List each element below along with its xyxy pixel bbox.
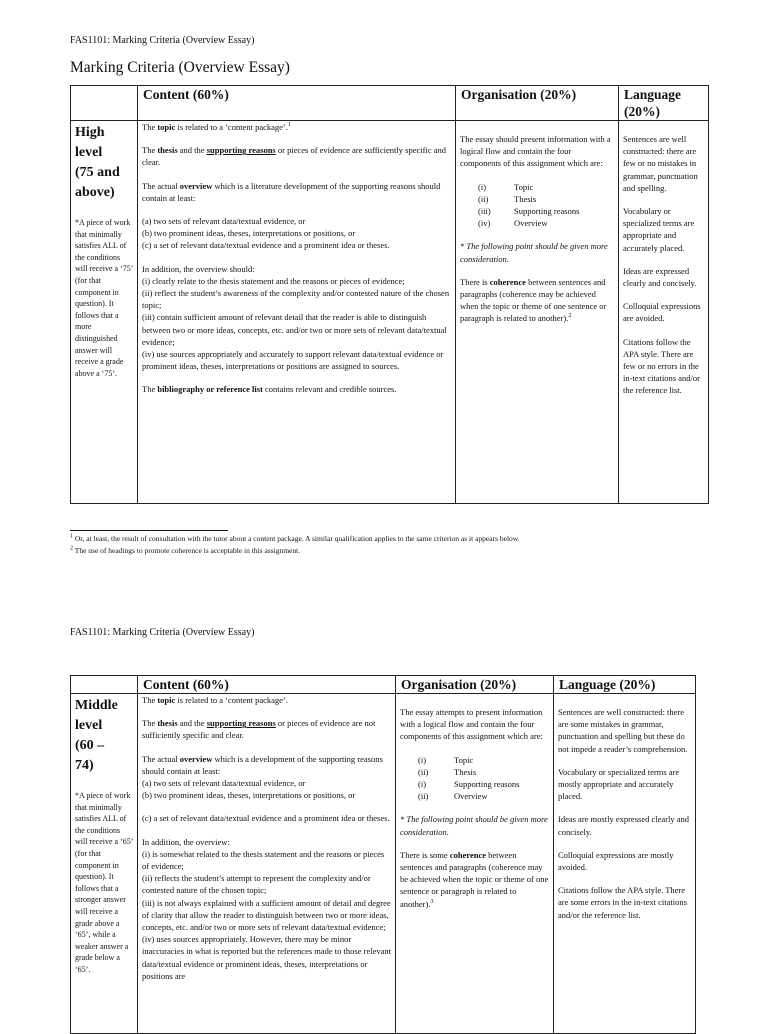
footnote-ref: 1 <box>287 122 291 129</box>
footnote-1: $^1$ Or, at least, the result of consultation with the tutor about a content package. A similar qualification applies to the same criterion as it appears below. <box>70 533 520 543</box>
organisation-header: Organisation (20%) <box>456 86 619 121</box>
list-item: (iv) Overview <box>478 218 548 229</box>
list-item: (i) Topic <box>478 181 534 192</box>
organisation-header: Organisation (20%) <box>396 676 554 694</box>
rubric-row-high <box>71 121 709 504</box>
page-title: Marking Criteria (Overview Essay) <box>70 59 290 76</box>
list-item: (i) Supporting reasons <box>418 779 520 790</box>
running-header: FAS1101: Marking Criteria (Overview Essay) <box>70 35 255 46</box>
list-item: (i) Topic <box>418 754 474 765</box>
organisation-cell: The essay should present information with a logical flow and contain the four components of this assignment which are: (i) Topic (ii) Thesis (iii) Supporting reasons (iv) Overview * The following point should be given more consideration. There is coherence between sentences and paragraphs (coherence may be achieved when the topic or theme of one sentence or paragraph is related to another).$^2$ <box>456 121 619 504</box>
running-header: FAS1101: Marking Criteria (Overview Essay) <box>70 627 255 638</box>
rubric-table-middle <box>70 675 696 1034</box>
level-cell <box>71 121 138 504</box>
list-item: (ii) Thesis <box>478 193 537 204</box>
rubric-header-empty <box>71 676 138 694</box>
content-header: Content (60%) <box>138 86 456 121</box>
rubric-header-row <box>71 86 709 121</box>
footnote-divider <box>70 530 228 531</box>
components-list <box>400 754 549 803</box>
level-note: *A piece of work that minimally satisfies ALL of the conditions will receive a ‘75’ (for that component in question). It follows that a more distinguished answer will receive a grade above a ‘75’. <box>75 218 133 378</box>
list-item: (iii) Supporting reasons <box>478 206 580 217</box>
rubric-header-row <box>71 676 696 694</box>
level-note: *A piece of work that minimally satisfies ALL of the conditions will receive a ‘65’ (for that component in question). It follows that a stronger answer will receive a grade above a ‘65’, while a weaker answer a grade below a ‘65’. <box>75 791 133 974</box>
language-header: Language (20%) <box>619 86 709 121</box>
footnote-2: $^2$ The use of headings to promote coherence is acceptable in this assignment. <box>70 545 301 555</box>
rubric-header-empty <box>71 86 138 121</box>
list-item: (ii) Overview <box>418 791 488 802</box>
level-cell <box>71 694 138 1034</box>
level-label: Middle level (60 – 74) <box>75 698 118 773</box>
rubric-row-middle <box>71 694 696 1034</box>
content-cell: The topic is related to a ‘content package’. The thesis and the supporting reasons or pieces of evidence are not sufficiently specific and clear. The actual overview which is a development of the supporting reasons should contain at least: (a) two sets of relevant data/textual evidence, or (b) two prominent ideas, theses, interpretations or positions, or (c) a set of relevant data/textual evidence and a prominent idea or theses. In addition, the overview: (i) is somewhat related to the thesis statement and the reasons or pieces of evidence; (ii) reflects the student’s attempt to represent the complexity and/or contested nature of the chosen topic; (iii) is not always explained with a sufficient amount of detail and degree of clarity that allow the reader to distinguish between two or more ideas, concepts, etc. and/or two or more sets of relevant data/textual evidence; (iv) uses sources appropriately. However, there may be minor inaccuracies in what is reported but the references made to those relevant data/textual evidence or prominent ideas, theses, interpretations or positions are <box>138 694 396 1034</box>
language-cell: Sentences are well constructed: there are some mistakes in grammar, punctuation and spelling but these do not impede a reader’s comprehension. Vocabulary or specialized terms are mostly appropriate and accurately placed. Ideas are mostly expressed clearly and concisely. Colloquial expressions are mostly avoided. Citations follow the APA style. There are some errors in the in-text citations and/or the reference list. <box>554 694 696 1034</box>
components-list <box>460 181 614 230</box>
content-header: Content (60%) <box>138 676 396 694</box>
level-label: High level (75 and above) <box>75 125 120 200</box>
content-cell: The topic is related to a ‘content package’.$^1$ The thesis and the supporting reasons or pieces of evidence are sufficiently specific and clear. The actual overview which is a literature development of the supporting reasons should contain at least: (a) two sets of relevant data/textual evidence, or (b) two prominent ideas, theses, interpretations or positions, or (c) a set of relevant data/textual evidence and a prominent idea or theses. In addition, the overview should: (i) clearly relate to the thesis statement and the reasons or pieces of evidence; (ii) reflect the student’s awareness of the complexity and/or contested nature of the chosen topic; (iii) contain sufficient amount of relevant detail that the reader is able to distinguish between two or more ideas, concepts, etc. and/or two or more sets of relevant data/textual evidence; (iv) use sources appropriately and accurately to support relevant data/textual evidence or prominent ideas, theses, interpretations or positions are assigned to sources. The bibliography or reference list contains relevant and credible sources. <box>138 121 456 504</box>
list-item: (ii) Thesis <box>418 766 477 777</box>
language-cell: Sentences are well constructed: there are few or no mistakes in grammar, punctuation and spelling. Vocabulary or specialized terms are appropriate and accurately placed. Ideas are expressed clearly and concisely. Colloquial expressions are avoided. Citations follow the APA style. There are few or no errors in the in-text citations and/or the reference list. <box>619 121 709 504</box>
organisation-cell: The essay attempts to present information with a logical flow and contain the four components of this assignment which are: (i) Topic (ii) Thesis (i) Supporting reasons (ii) Overview * The following point should be given more consideration. There is some coherence between sentences and paragraphs (coherence may be achieved when the topic or theme of one sentence or paragraph is related to another).$^3$ <box>396 694 554 1034</box>
rubric-table-high <box>70 85 709 504</box>
language-header: Language (20%) <box>554 676 696 694</box>
